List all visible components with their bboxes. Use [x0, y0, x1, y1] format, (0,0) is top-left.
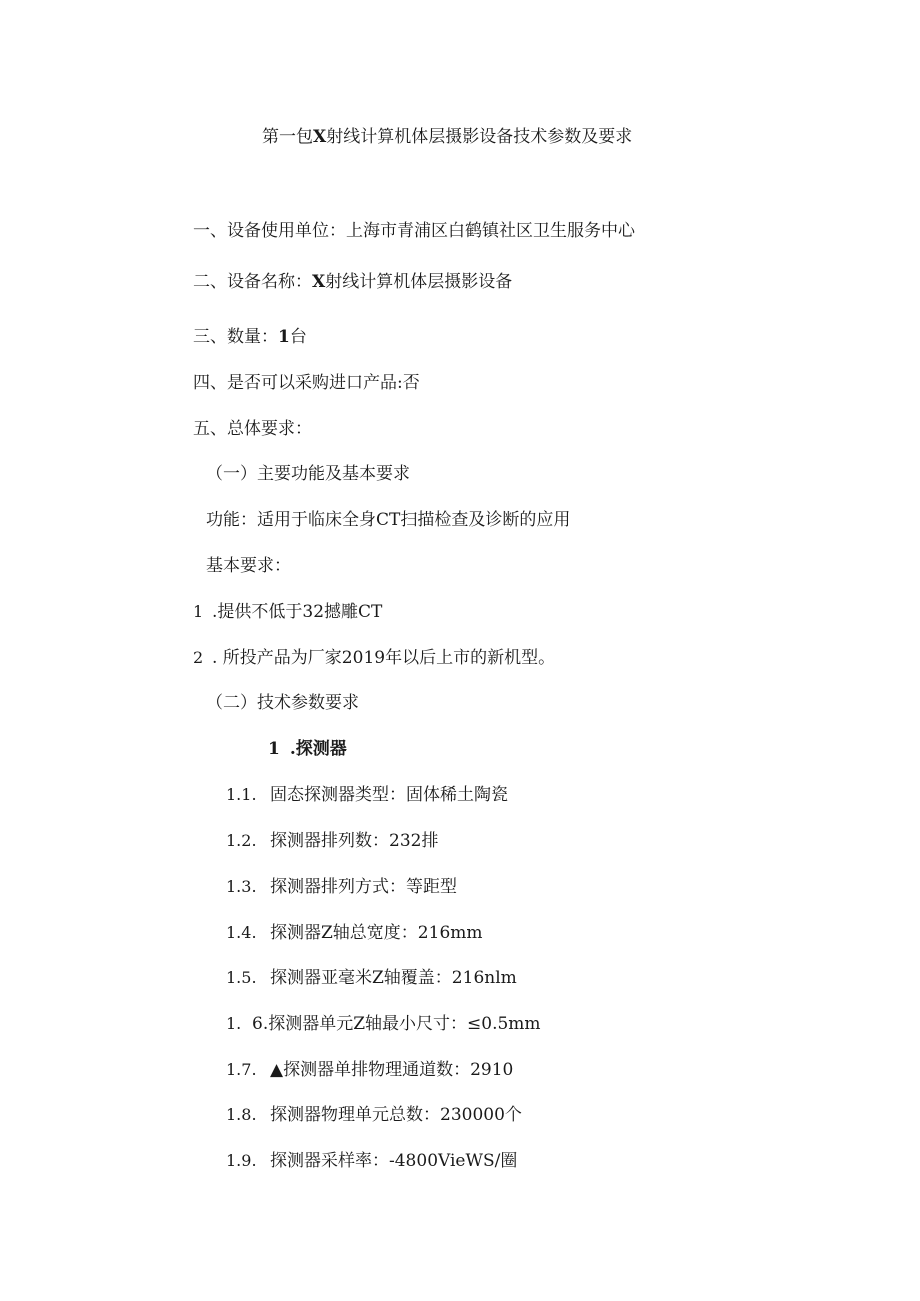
- item-quantity: 三、数量：1台: [193, 327, 307, 347]
- item-device-name: 二、设备名称：X射线计算机体层摄影设备: [193, 272, 513, 292]
- param-1-4-number: 1.4.: [226, 923, 257, 942]
- param-1-6-text: 6.探测器单元Z轴最小尺寸：≤0.5mm: [252, 1014, 541, 1034]
- param-1-6-number: 1.: [226, 1014, 242, 1033]
- param-1-4-text: 探测器Z轴总宽度：216mm: [270, 923, 483, 943]
- function-text: 功能：适用于临床全身CT扫描检查及诊断的应用: [206, 510, 571, 530]
- param-1-9-text: 探测器采样率：-4800VieWS/圈: [270, 1151, 518, 1171]
- param-1-2-number: 1.2.: [226, 831, 257, 850]
- param-1-9-number: 1.9.: [226, 1151, 257, 1170]
- title-x: X: [313, 127, 327, 147]
- param-1-5-text: 探测器亚毫米Z轴覆盖：216nlm: [270, 968, 517, 988]
- document-title: 第一包X射线计算机体层摄影设备技术参数及要求: [262, 127, 633, 147]
- param-1-2-text: 探测器排列数：232排: [270, 831, 439, 851]
- req1-number: 1: [193, 602, 204, 621]
- subsection-main-functions: （一）主要功能及基本要求: [206, 464, 410, 484]
- param-1-1-text: 固态探测器类型：固体稀土陶瓷: [270, 785, 508, 805]
- item-user-unit: 一、设备使用单位：上海市青浦区白鹤镇社区卫生服务中心: [193, 221, 635, 241]
- param-1-8-text: 探测器物理单元总数：230000个: [270, 1105, 522, 1125]
- req1-text: .提供不低于32撼雕CT: [212, 602, 383, 622]
- req2-number: 2: [193, 648, 204, 667]
- param-1-5-number: 1.5.: [226, 968, 257, 987]
- subsection-tech-params: （二）技术参数要求: [206, 693, 359, 713]
- section-detector-heading: 1 .探测器: [268, 739, 347, 759]
- req2-text: . 所投产品为厂家2019年以后上市的新机型。: [212, 648, 556, 668]
- param-1-7-text: ▲探测器单排物理通道数：2910: [270, 1060, 514, 1080]
- param-1-3-text: 探测器排列方式：等距型: [270, 877, 457, 897]
- param-1-3-number: 1.3.: [226, 877, 257, 896]
- param-1-7-number: 1.7.: [226, 1060, 257, 1079]
- item-import: 四、是否可以采购进口产品:否: [193, 373, 420, 393]
- param-1-1-number: 1.1.: [226, 785, 257, 804]
- basic-requirements-label: 基本要求：: [206, 556, 291, 576]
- item-general-requirements: 五、总体要求：: [193, 419, 312, 439]
- param-1-8-number: 1.8.: [226, 1105, 257, 1124]
